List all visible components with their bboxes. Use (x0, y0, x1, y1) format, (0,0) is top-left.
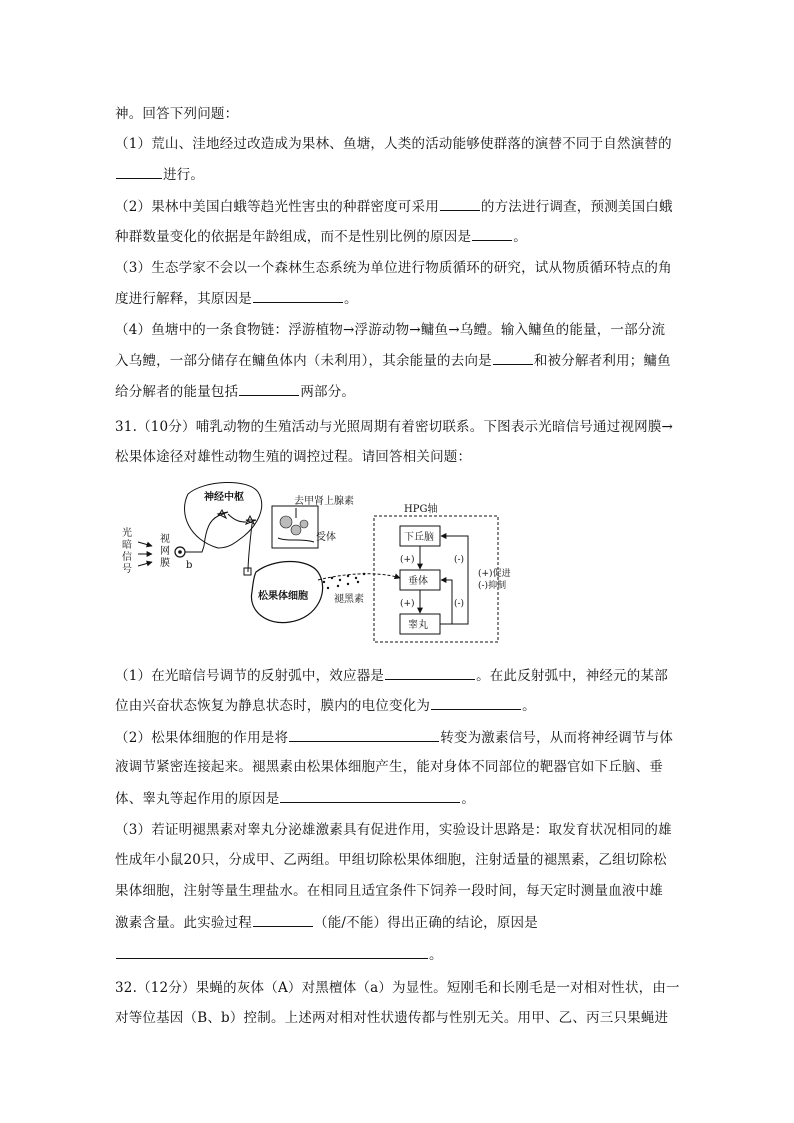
melatonin-dot (339, 579, 341, 581)
receptor-label: 受体 (316, 532, 336, 543)
answer-blank[interactable] (116, 164, 162, 179)
text: 31.（10分）哺乳动物的生殖活动与光照周期有着密切联系。下图表示光暗信号通过视网膜→ (115, 419, 674, 435)
light-arrow (138, 542, 152, 546)
text: 体、睾丸等起作用的原因是 (115, 791, 280, 807)
light-char-2: 暗 (122, 540, 132, 551)
text-line (115, 288, 358, 309)
text: 液调节紧密连接起来。褪黑素由松果体细胞产生，能对身体不同部位的靶器官如下丘脑、垂 (115, 759, 663, 775)
text: 的方法进行调查，预测美国白蛾 (480, 199, 673, 215)
neuron-star-2 (246, 516, 256, 524)
retina-axon (185, 546, 204, 552)
answer-blank[interactable] (289, 727, 439, 742)
retina-label (160, 533, 170, 569)
text: （能/不能）得出正确的结论，原因是 (314, 915, 538, 931)
answer-blank[interactable] (493, 350, 533, 365)
text-line (115, 104, 238, 124)
light-char-1: 光 (122, 528, 132, 539)
nerve-fiber (204, 516, 218, 546)
text: 。 (522, 698, 536, 714)
answer-blank[interactable] (239, 381, 299, 396)
melatonin-dot (327, 587, 329, 589)
nerve-fiber (228, 514, 246, 522)
testis-to-pit-feedback (440, 580, 452, 624)
text: 进行。 (163, 167, 205, 183)
text-line (115, 447, 471, 467)
text-line (115, 944, 443, 965)
text-line (115, 258, 672, 278)
text-line (115, 381, 355, 402)
text: 神。回答下列问题： (115, 106, 239, 122)
text: 。 (344, 291, 358, 307)
hypothalamus-label: 下丘脑 (404, 532, 434, 543)
text: 松果体途径对雄性动物生殖的调控过程。请回答相关问题： (115, 449, 472, 465)
text-line (115, 850, 667, 870)
retina-char-1: 视 (160, 534, 170, 545)
text-line (115, 665, 668, 686)
answer-blank[interactable] (431, 695, 521, 710)
answer-blank[interactable] (280, 788, 460, 803)
answer-blank[interactable] (253, 288, 343, 303)
vesicle (280, 516, 292, 528)
vesicle (300, 520, 308, 528)
text-line (115, 196, 673, 217)
text-line (115, 1008, 668, 1028)
light-char-3: 信 (122, 552, 132, 563)
text-line (115, 978, 680, 998)
text: （1）荒山、洼地经过改造成为果林、鱼塘，人类的活动能够使群落的演替不同于自然演替的 (115, 136, 672, 152)
text-line (115, 820, 672, 840)
text-line (115, 788, 475, 809)
norepinephrine-label: 去甲肾上腺素 (294, 496, 354, 507)
text: （3）生态学家不会以一个森林生态系统为单位进行物质循环的研究，试从物质循环特点的角 (115, 260, 672, 276)
text: （2）果林中美国白蛾等趋光性害虫的种群密度可采用 (115, 199, 439, 215)
text-line (115, 757, 663, 777)
melatonin-dot (347, 583, 349, 585)
text: 位由兴奋状态恢复为静息状态时，膜内的电位变化为 (115, 698, 431, 714)
text: 和被分解者利用；鳙鱼 (533, 353, 671, 369)
label-b: b (186, 560, 193, 571)
minus-label: (-) (454, 555, 465, 565)
answer-blank[interactable] (440, 196, 480, 211)
text-line (115, 226, 527, 247)
light-char-4: 号 (122, 564, 132, 575)
legend-promote: (+)促进 (478, 569, 511, 579)
light-arrow (138, 562, 152, 566)
melatonin-dot (355, 577, 357, 579)
text-line (115, 881, 663, 901)
text: 。 (429, 947, 443, 963)
text-line (115, 320, 665, 340)
text: （4）鱼塘中的一条食物链：浮游植物→浮游动物→鳙鱼→乌鳢。输入鳙鱼的能量，一部分流 (115, 322, 666, 338)
answer-blank[interactable] (385, 665, 475, 680)
retina-neuron-nucleus (178, 550, 182, 554)
regulation-diagram (118, 478, 678, 648)
text: 种群数量变化的依据是年龄组成，而不是性别比例的原因是 (115, 229, 472, 245)
text-line (115, 912, 538, 933)
text: 。在此反射弧中，神经元的某部 (476, 668, 668, 684)
text: 32.（12分）果蝇的灰体（A）对黑檀体（a）为显性。短刚毛和长刚毛是一对相对性状，由一 (115, 980, 680, 996)
text: 入乌鳢，一部分储存在鳙鱼体内（未利用），其余能量的去向是 (115, 353, 492, 369)
melatonin-dot (357, 581, 359, 583)
text: 激素含量。此实验过程 (115, 915, 252, 931)
text: （1）在光暗信号调节的反射弧中，效应器是 (115, 668, 385, 684)
retina-char-2: 网 (160, 546, 170, 557)
testis-label: 睾丸 (408, 620, 428, 631)
text-line (115, 350, 671, 371)
light-signal-label (122, 526, 132, 575)
neuron-star-1 (218, 510, 228, 518)
answer-blank[interactable] (116, 944, 428, 959)
text-line (115, 695, 536, 716)
text: 果体细胞，注射等量生理盐水。在相同且适宜条件下饲养一段时间，每天定时测量血液中雄 (115, 883, 663, 899)
plus-label: (+) (400, 599, 415, 609)
text: 。 (513, 229, 527, 245)
answer-blank[interactable] (472, 226, 512, 241)
text-line (115, 134, 672, 154)
text-line (115, 164, 204, 185)
answer-blank[interactable] (253, 912, 313, 927)
hpg-axis-label: HPG轴 (404, 504, 438, 515)
membrane (278, 538, 314, 542)
minus-label: (-) (454, 599, 465, 609)
retina-char-3: 膜 (160, 558, 170, 569)
vesicle (291, 525, 301, 535)
text-line (115, 727, 673, 748)
text: 性成年小鼠20只，分成甲、乙两组。甲组切除松果体细胞，注射适量的褪黑素，乙组切除松 (115, 852, 667, 868)
text: 转变为激素信号，从而将神经调节与体 (440, 730, 674, 746)
legend-inhibit: (-)抑制 (478, 581, 507, 591)
text: 给分解者的能量包括 (115, 384, 239, 400)
text: 对等位基因（B、b）控制。上述两对相对性状遗传都与性别无关。用甲、乙、丙三只果蝇进 (115, 1010, 669, 1026)
text: （2）松果体细胞的作用是将 (115, 730, 289, 746)
plus-label: (+) (400, 555, 415, 565)
melatonin-arrow (318, 574, 400, 580)
pineal-cell-label: 松果体细胞 (258, 591, 308, 602)
text-line (115, 417, 673, 437)
text: 度进行解释，其原因是 (115, 291, 252, 307)
synapse-box (244, 568, 251, 575)
text: （3）若证明褪黑素对睾丸分泌雄激素具有促进作用，实验设计思路是：取发育状况相同的雄 (115, 822, 672, 838)
melatonin-label: 褪黑素 (334, 594, 364, 605)
nerve-center-label: 神经中枢 (204, 492, 244, 503)
melatonin-dot (337, 585, 339, 587)
text: 两部分。 (300, 384, 356, 400)
pituitary-label: 垂体 (408, 576, 428, 587)
melatonin-dot (323, 581, 325, 583)
text: 。 (461, 791, 476, 807)
